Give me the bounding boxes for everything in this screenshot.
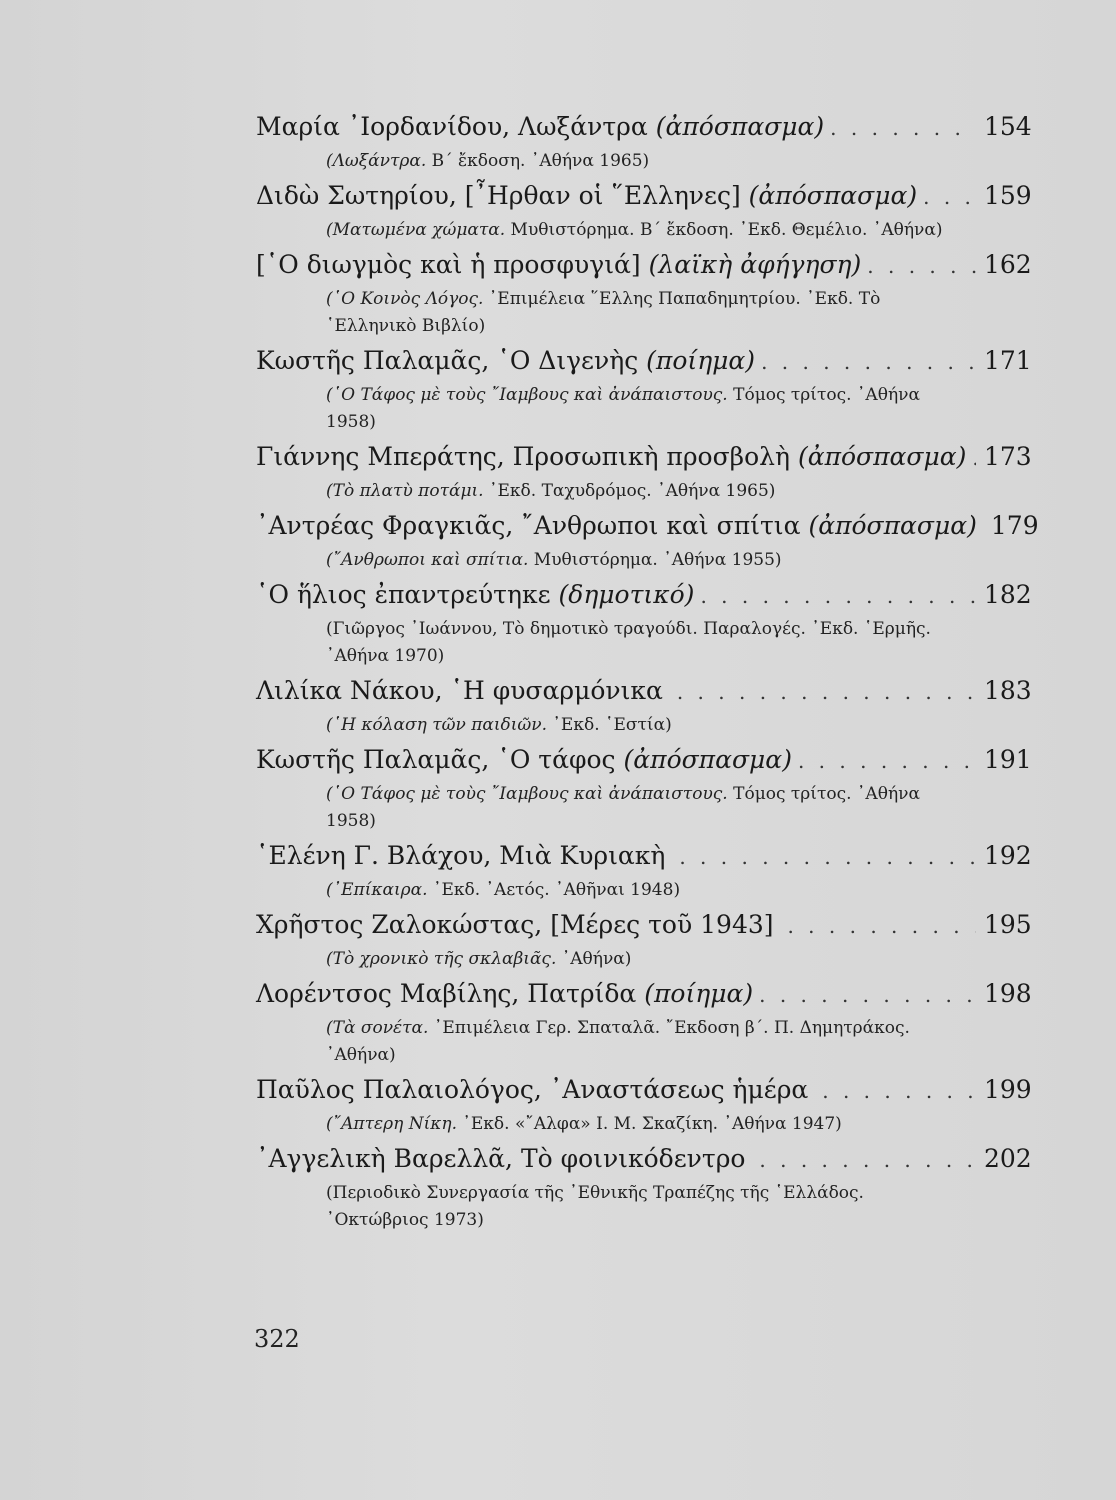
entry-page: 199 bbox=[984, 1075, 1032, 1104]
entry-genre: (δημοτικό) bbox=[558, 580, 695, 609]
table-of-contents bbox=[256, 110, 1039, 1238]
toc-entry bbox=[256, 179, 1032, 248]
entry-line bbox=[256, 908, 1032, 943]
entry-page: 159 bbox=[984, 181, 1032, 210]
source-details: ᾿Εκδ. «῎Αλφα» Ι. Μ. Σκαζίκη. ᾿Αθήνα 1947) bbox=[456, 1114, 842, 1134]
toc-entry bbox=[256, 908, 1032, 977]
entry-line bbox=[256, 1073, 1032, 1108]
dot-leader bbox=[759, 1144, 976, 1177]
source-details: ᾿Επιμέλεια Γερ. Σπαταλᾶ. ῎Εκδοση β΄. Π. Δημητράκος. ᾿Αθήνα) bbox=[326, 1018, 910, 1065]
toc-entry bbox=[256, 839, 1032, 908]
entry-source bbox=[256, 943, 956, 977]
entry-source bbox=[256, 214, 956, 248]
source-details: (Γιῶργος ᾿Ιωάννου, Τὸ δημοτικὸ τραγούδι. Παραλογές. ᾿Εκδ. ῾Ερμῆς. ᾿Αθήνα 1970) bbox=[326, 619, 931, 666]
entry-source bbox=[256, 613, 956, 674]
toc-entry bbox=[256, 977, 1032, 1073]
dot-leader bbox=[679, 841, 976, 874]
entry-title: ᾿Αντρέας Φραγκιᾶς, ῎Ανθρωποι καὶ σπίτια bbox=[256, 511, 801, 540]
entry-page: 198 bbox=[984, 979, 1032, 1008]
source-title: (῎Απτερη Νίκη. bbox=[326, 1114, 457, 1134]
entry-source bbox=[256, 145, 956, 179]
source-details: (Περιοδικὸ Συνεργασία τῆς ᾿Εθνικῆς Τραπέζης τῆς ῾Ελλάδος. ᾿Οκτώβριος 1973) bbox=[326, 1183, 864, 1230]
toc-entry bbox=[256, 674, 1032, 743]
toc-entry bbox=[256, 1142, 1032, 1238]
dot-leader bbox=[761, 346, 976, 379]
source-details: Μυθιστόρημα. Β΄ ἔκδοση. ᾿Εκδ. Θεμέλιο. ᾿Αθήνα) bbox=[505, 220, 943, 240]
entry-title: Λιλίκα Νάκου, ῾Η φυσαρμόνικα bbox=[256, 676, 663, 705]
toc-entry bbox=[256, 578, 1032, 674]
entry-line bbox=[256, 179, 1032, 214]
entry-title: Λορέντσος Μαβίλης, Πατρίδα bbox=[256, 979, 637, 1008]
entry-page: 192 bbox=[984, 841, 1032, 870]
source-details: Β΄ ἔκδοση. ᾿Αθήνα 1965) bbox=[426, 151, 650, 171]
dot-leader bbox=[798, 745, 976, 778]
toc-entry bbox=[256, 110, 1032, 179]
entry-source bbox=[256, 1108, 956, 1142]
source-title: (῾Ο Τάφος μὲ τοὺς ῎Ιαμβους καὶ ἀνάπαιστους. bbox=[326, 385, 728, 405]
entry-line bbox=[256, 743, 1032, 778]
entry-genre: (ποίημα) bbox=[646, 346, 756, 375]
entry-page: 182 bbox=[984, 580, 1032, 609]
source-title: (Τὸ χρονικὸ τῆς σκλαβιᾶς. bbox=[326, 949, 557, 969]
dot-leader bbox=[830, 112, 976, 145]
entry-page: 202 bbox=[984, 1144, 1032, 1173]
entry-page: 179 bbox=[990, 511, 1039, 540]
entry-genre: (ἀπόσπασμα) bbox=[748, 181, 918, 210]
entry-title: Παῦλος Παλαιολόγος, ᾿Αναστάσεως ἡμέρα bbox=[256, 1075, 809, 1104]
entry-line bbox=[256, 110, 1032, 145]
source-details: ᾿Αθήνα) bbox=[556, 949, 632, 969]
toc-entry bbox=[256, 344, 1032, 440]
toc-entry bbox=[256, 743, 1032, 839]
entry-genre: (ἀπόσπασμα) bbox=[808, 511, 977, 540]
entry-title: Κωστῆς Παλαμᾶς, ῾Ο τάφος bbox=[256, 745, 616, 774]
source-title: (῎Ανθρωποι καὶ σπίτια. bbox=[326, 550, 529, 570]
source-title: (Ματωμένα χώματα. bbox=[326, 220, 506, 240]
entry-source bbox=[256, 544, 956, 578]
entry-page: 173 bbox=[984, 442, 1032, 471]
toc-entry bbox=[256, 509, 1039, 578]
entry-line bbox=[256, 509, 1039, 544]
entry-genre: (ἀπόσπασμα) bbox=[655, 112, 825, 141]
entry-line bbox=[256, 578, 1032, 613]
source-details: ᾿Επιμέλεια ῞Ελλης Παπαδημητρίου. ᾿Εκδ. Τὸ ῾Ελληνικὸ Βιβλίο) bbox=[326, 289, 881, 336]
source-title: (῾Ο Τάφος μὲ τοὺς ῎Ιαμβους καὶ ἀνάπαιστους. bbox=[326, 784, 728, 804]
dot-leader bbox=[700, 580, 976, 613]
source-title: (᾿Επίκαιρα. bbox=[326, 880, 428, 900]
entry-genre: (ἀπόσπασμα) bbox=[797, 442, 967, 471]
dot-leader bbox=[972, 442, 976, 475]
entry-page: 162 bbox=[984, 250, 1032, 279]
entry-source bbox=[256, 1012, 956, 1073]
entry-title: ῾Ο ἥλιος ἐπαντρεύτηκε bbox=[256, 580, 551, 609]
entry-genre: (ποίημα) bbox=[644, 979, 754, 1008]
dot-leader bbox=[822, 1075, 976, 1108]
entry-title: Διδὼ Σωτηρίου, [῏Ηρθαν οἱ ῞Ελληνες] bbox=[256, 181, 741, 210]
source-details: ᾿Εκδ. Ταχυδρόμος. ᾿Αθήνα 1965) bbox=[483, 481, 776, 501]
entry-source bbox=[256, 709, 956, 743]
entry-line bbox=[256, 674, 1032, 709]
entry-title: ᾿Αγγελικὴ Βαρελλᾶ, Τὸ φοινικόδεντρο bbox=[256, 1144, 746, 1173]
source-details: Μυθιστόρημα. ᾿Αθήνα 1955) bbox=[528, 550, 782, 570]
entry-page: 171 bbox=[984, 346, 1032, 375]
entry-source bbox=[256, 283, 956, 344]
toc-entry bbox=[256, 440, 1032, 509]
entry-genre: (ἀπόσπασμα) bbox=[623, 745, 792, 774]
entry-line bbox=[256, 1142, 1032, 1177]
dot-leader bbox=[759, 979, 976, 1012]
entry-page: 154 bbox=[984, 112, 1032, 141]
source-title: (῾Η κόλαση τῶν παιδιῶν. bbox=[326, 715, 548, 735]
source-details: Τόμος τρίτος. ᾿Αθήνα 1958) bbox=[326, 784, 920, 831]
page-number: 322 bbox=[254, 1325, 300, 1353]
entry-page: 195 bbox=[984, 910, 1032, 939]
entry-title: ῾Ελένη Γ. Βλάχου, Μιὰ Κυριακὴ bbox=[256, 841, 666, 870]
source-title: (Τὰ σονέτα. bbox=[326, 1018, 429, 1038]
entry-source bbox=[256, 1177, 956, 1238]
entry-title: [῾Ο διωγμὸς καὶ ἡ προσφυγιά] bbox=[256, 250, 641, 279]
entry-line bbox=[256, 977, 1032, 1012]
entry-title: Κωστῆς Παλαμᾶς, ῾Ο Διγενὴς bbox=[256, 346, 639, 375]
entry-title: Μαρία ᾿Ιορδανίδου, Λωξάντρα bbox=[256, 112, 648, 141]
dot-leader bbox=[867, 250, 976, 283]
dot-leader bbox=[923, 181, 976, 214]
toc-entry bbox=[256, 248, 1032, 344]
dot-leader bbox=[787, 910, 976, 943]
entry-genre: (λαϊκὴ ἀφήγηση) bbox=[648, 250, 862, 279]
source-details: ᾿Εκδ. ᾿Αετός. ᾿Αθῆναι 1948) bbox=[427, 880, 681, 900]
entry-line bbox=[256, 440, 1032, 475]
entry-line bbox=[256, 248, 1032, 283]
entry-line bbox=[256, 344, 1032, 379]
source-details: ᾿Εκδ. ῾Εστία) bbox=[547, 715, 672, 735]
entry-page: 183 bbox=[984, 676, 1032, 705]
entry-source bbox=[256, 475, 956, 509]
source-title: (Τὸ πλατὺ ποτάμι. bbox=[326, 481, 484, 501]
entry-title: Γιάννης Μπεράτης, Προσωπικὴ προσβολὴ bbox=[256, 442, 790, 471]
dot-leader bbox=[677, 676, 976, 709]
source-title: (῾Ο Κοινὸς Λόγος. bbox=[326, 289, 484, 309]
entry-source bbox=[256, 379, 956, 440]
entry-title: Χρῆστος Ζαλοκώστας, [Μέρες τοῦ 1943] bbox=[256, 910, 774, 939]
entry-page: 191 bbox=[984, 745, 1032, 774]
source-details: Τόμος τρίτος. ᾿Αθήνα 1958) bbox=[326, 385, 920, 432]
source-title: (Λωξάντρα. bbox=[326, 151, 427, 171]
entry-source bbox=[256, 778, 956, 839]
entry-line bbox=[256, 839, 1032, 874]
entry-source bbox=[256, 874, 956, 908]
toc-entry bbox=[256, 1073, 1032, 1142]
